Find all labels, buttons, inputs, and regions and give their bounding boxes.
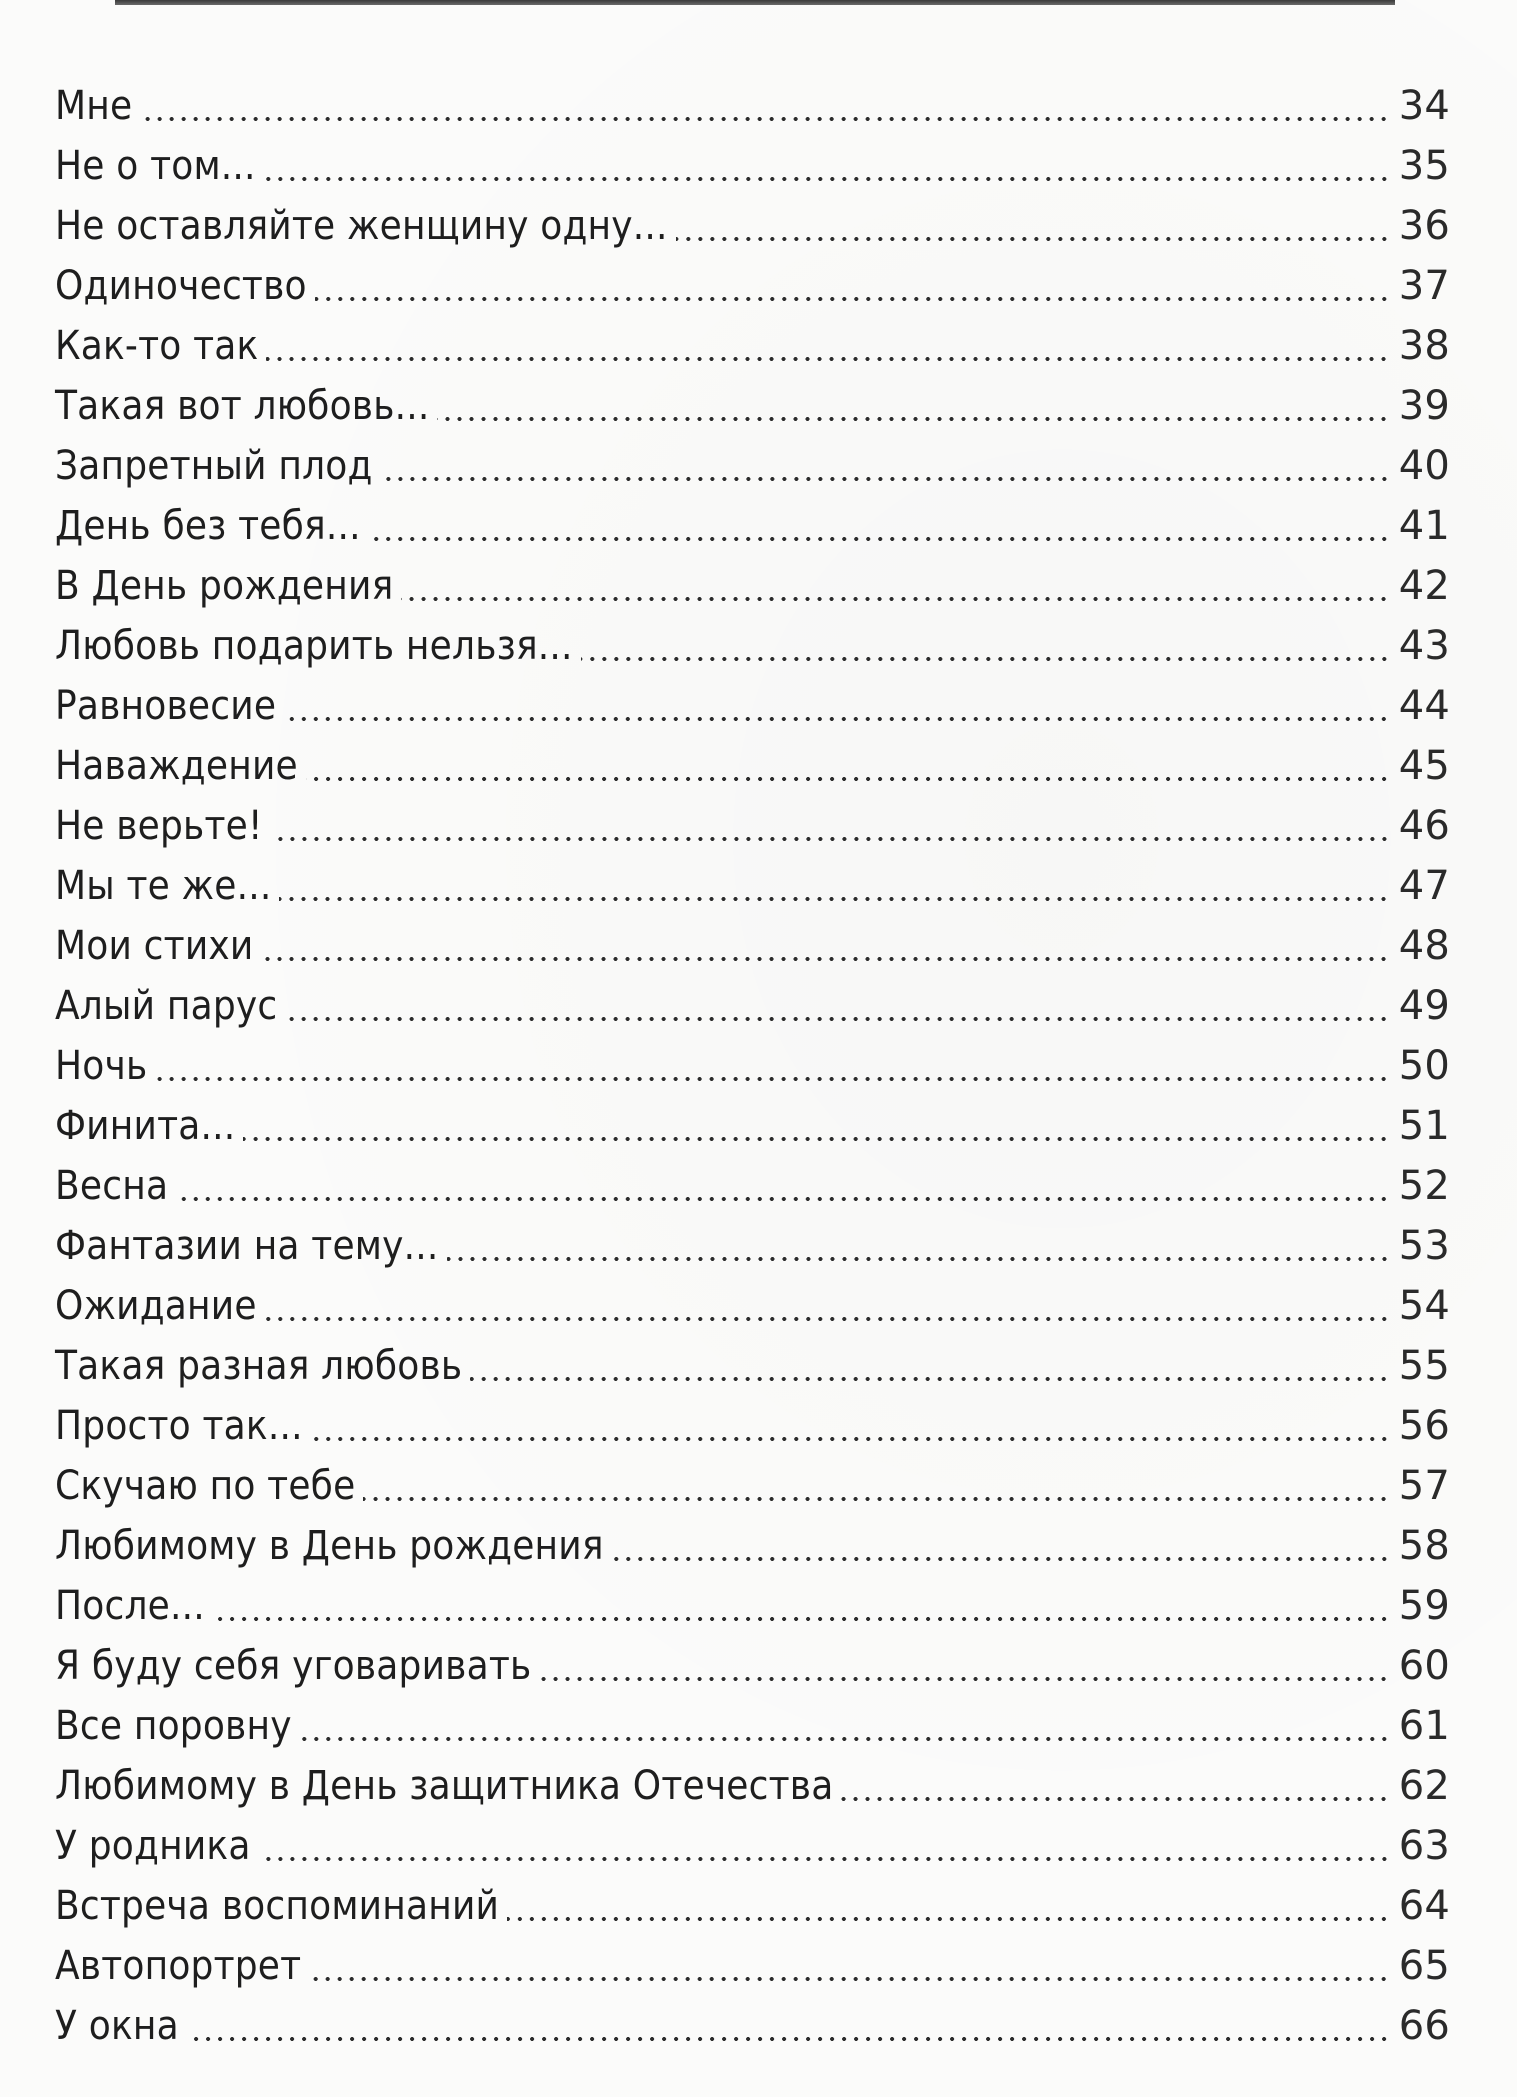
toc-entry <box>55 1036 1450 1096</box>
toc-entry <box>55 1756 1450 1816</box>
dot-leader <box>243 1137 1390 1141</box>
dot-leader <box>507 1917 1390 1921</box>
dot-leader <box>176 1197 1390 1201</box>
toc-entry-title: Как-то так <box>55 323 259 369</box>
toc-entry-title: Мои стихи <box>55 923 254 969</box>
toc-entry-title: Не о том... <box>55 143 256 189</box>
toc-entry-title: Встреча воспоминаний <box>55 1883 500 1929</box>
toc-entry-page-number: 56 <box>1398 1403 1450 1449</box>
toc-entry-page-number: 39 <box>1398 383 1450 429</box>
toc-entry-page-number: 63 <box>1398 1823 1450 1869</box>
toc-entry-page-number: 49 <box>1398 983 1450 1029</box>
toc-entry-page-number: 43 <box>1398 623 1450 669</box>
toc-entry-page-number: 53 <box>1398 1223 1450 1269</box>
toc-entry <box>55 1456 1450 1516</box>
dot-leader <box>284 717 1390 721</box>
toc-entry-title: Фантазии на тему... <box>55 1223 439 1269</box>
toc-entry <box>55 556 1450 616</box>
toc-entry-page-number: 51 <box>1398 1103 1450 1149</box>
toc-entry-page-number: 61 <box>1398 1703 1450 1749</box>
dot-leader <box>300 1737 1390 1741</box>
dot-leader <box>187 2037 1390 2041</box>
toc-entry-title: В День рождения <box>55 563 394 609</box>
toc-entry-page-number: 44 <box>1398 683 1450 729</box>
toc-entry <box>55 1516 1450 1576</box>
toc-entry <box>55 976 1450 1036</box>
toc-entry <box>55 436 1450 496</box>
toc-entry-title: У родника <box>55 1823 251 1869</box>
toc-entry-page-number: 59 <box>1398 1583 1450 1629</box>
toc-entry-title: Все поровну <box>55 1703 292 1749</box>
toc-entry-title: Автопортрет <box>55 1943 302 1989</box>
toc-entry-title: После... <box>55 1583 205 1629</box>
toc-entry <box>55 736 1450 796</box>
toc-entry <box>55 1636 1450 1696</box>
toc-entry-title: Алый парус <box>55 983 278 1029</box>
toc-entry-title: Одиночество <box>55 263 307 309</box>
toc-entry-title: Такая вот любовь... <box>55 383 430 429</box>
dot-leader <box>155 1077 1390 1081</box>
toc-entry <box>55 916 1450 976</box>
dot-leader <box>309 1977 1390 1981</box>
dot-leader <box>437 417 1390 421</box>
toc-entry <box>55 1576 1450 1636</box>
toc-entry-page-number: 47 <box>1398 863 1450 909</box>
toc-entry <box>55 256 1450 316</box>
toc-entry <box>55 136 1450 196</box>
toc-entry-title: Запретный плод <box>55 443 373 489</box>
dot-leader <box>539 1677 1390 1681</box>
toc-entry-title: Весна <box>55 1163 169 1209</box>
dot-leader <box>841 1797 1390 1801</box>
toc-entry-title: Наваждение <box>55 743 298 789</box>
dot-leader <box>612 1557 1390 1561</box>
dot-leader <box>279 897 1390 901</box>
toc-entry <box>55 856 1450 916</box>
toc-entry-title: Не оставляйте женщину одну... <box>55 203 668 249</box>
dot-leader <box>676 237 1390 241</box>
toc-entry-page-number: 60 <box>1398 1643 1450 1689</box>
toc-entry-title: Любовь подарить нельзя... <box>55 623 573 669</box>
toc-entry-title: Просто так... <box>55 1403 303 1449</box>
top-rule <box>115 0 1395 5</box>
toc-entry-page-number: 38 <box>1398 323 1450 369</box>
toc-entry-page-number: 35 <box>1398 143 1450 189</box>
toc-entry-title: Ночь <box>55 1043 148 1089</box>
toc-entry <box>55 1336 1450 1396</box>
toc-entry-page-number: 46 <box>1398 803 1450 849</box>
toc-entry <box>55 1396 1450 1456</box>
toc-entry <box>55 676 1450 736</box>
dot-leader <box>315 297 1390 301</box>
toc-entry <box>55 1996 1450 2056</box>
toc-entry-page-number: 41 <box>1398 503 1450 549</box>
toc-entry-page-number: 36 <box>1398 203 1450 249</box>
toc-entry <box>55 1936 1450 1996</box>
toc-entry-title: Финита... <box>55 1103 236 1149</box>
toc-entry <box>55 316 1450 376</box>
toc-entry-title: Мы те же... <box>55 863 272 909</box>
dot-leader <box>369 537 1390 541</box>
toc-entry <box>55 196 1450 256</box>
toc-entry-title: Скучаю по тебе <box>55 1463 356 1509</box>
dot-leader <box>306 777 1390 781</box>
dot-leader <box>285 1017 1390 1021</box>
dot-leader <box>363 1497 1390 1501</box>
dot-leader <box>213 1617 1390 1621</box>
dot-leader <box>266 357 1390 361</box>
toc-entry-page-number: 54 <box>1398 1283 1450 1329</box>
toc-entry-page-number: 37 <box>1398 263 1450 309</box>
dot-leader <box>259 1857 1390 1861</box>
toc-entry <box>55 1216 1450 1276</box>
toc-entry-title: Я буду себя уговаривать <box>55 1643 532 1689</box>
toc-entry <box>55 1276 1450 1336</box>
toc-entry <box>55 376 1450 436</box>
toc-entry-title: Не верьте! <box>55 803 263 849</box>
toc-entry-page-number: 57 <box>1398 1463 1450 1509</box>
toc-entry-page-number: 50 <box>1398 1043 1450 1089</box>
dot-leader <box>381 477 1390 481</box>
toc-entry-title: Любимому в День защитника Отечества <box>55 1763 834 1809</box>
toc-entry-page-number: 48 <box>1398 923 1450 969</box>
toc-entry-title: Равновесие <box>55 683 277 729</box>
dot-leader <box>311 1437 1390 1441</box>
dot-leader <box>581 657 1390 661</box>
toc-entry <box>55 1096 1450 1156</box>
dot-leader <box>264 177 1390 181</box>
toc-entry-page-number: 62 <box>1398 1763 1450 1809</box>
toc-entry <box>55 1696 1450 1756</box>
toc-entry-title: Мне <box>55 83 133 129</box>
toc-entry <box>55 796 1450 856</box>
toc-entry-page-number: 55 <box>1398 1343 1450 1389</box>
toc-entry-page-number: 45 <box>1398 743 1450 789</box>
toc-entry-title: День без тебя... <box>55 503 361 549</box>
dot-leader <box>401 597 1390 601</box>
toc-entry <box>55 496 1450 556</box>
toc-entry-page-number: 66 <box>1398 2003 1450 2049</box>
toc-entry-title: Любимому в День рождения <box>55 1523 604 1569</box>
toc-entry <box>55 1876 1450 1936</box>
dot-leader <box>265 1317 1390 1321</box>
dot-leader <box>447 1257 1390 1261</box>
toc-entry-page-number: 40 <box>1398 443 1450 489</box>
toc-entry <box>55 76 1450 136</box>
toc-entry-page-number: 65 <box>1398 1943 1450 1989</box>
toc-entry <box>55 1816 1450 1876</box>
toc-entry-page-number: 52 <box>1398 1163 1450 1209</box>
table-of-contents <box>55 76 1450 2056</box>
dot-leader <box>470 1377 1390 1381</box>
toc-entry-page-number: 58 <box>1398 1523 1450 1569</box>
toc-entry-title: Ожидание <box>55 1283 257 1329</box>
toc-entry <box>55 616 1450 676</box>
toc-entry-page-number: 64 <box>1398 1883 1450 1929</box>
dot-leader <box>140 117 1390 121</box>
toc-entry-page-number: 34 <box>1398 83 1450 129</box>
toc-entry-page-number: 42 <box>1398 563 1450 609</box>
toc-entry-title: У окна <box>55 2003 179 2049</box>
toc-entry <box>55 1156 1450 1216</box>
toc-entry-title: Такая разная любовь <box>55 1343 463 1389</box>
dot-leader <box>261 957 1390 961</box>
dot-leader <box>271 837 1390 841</box>
